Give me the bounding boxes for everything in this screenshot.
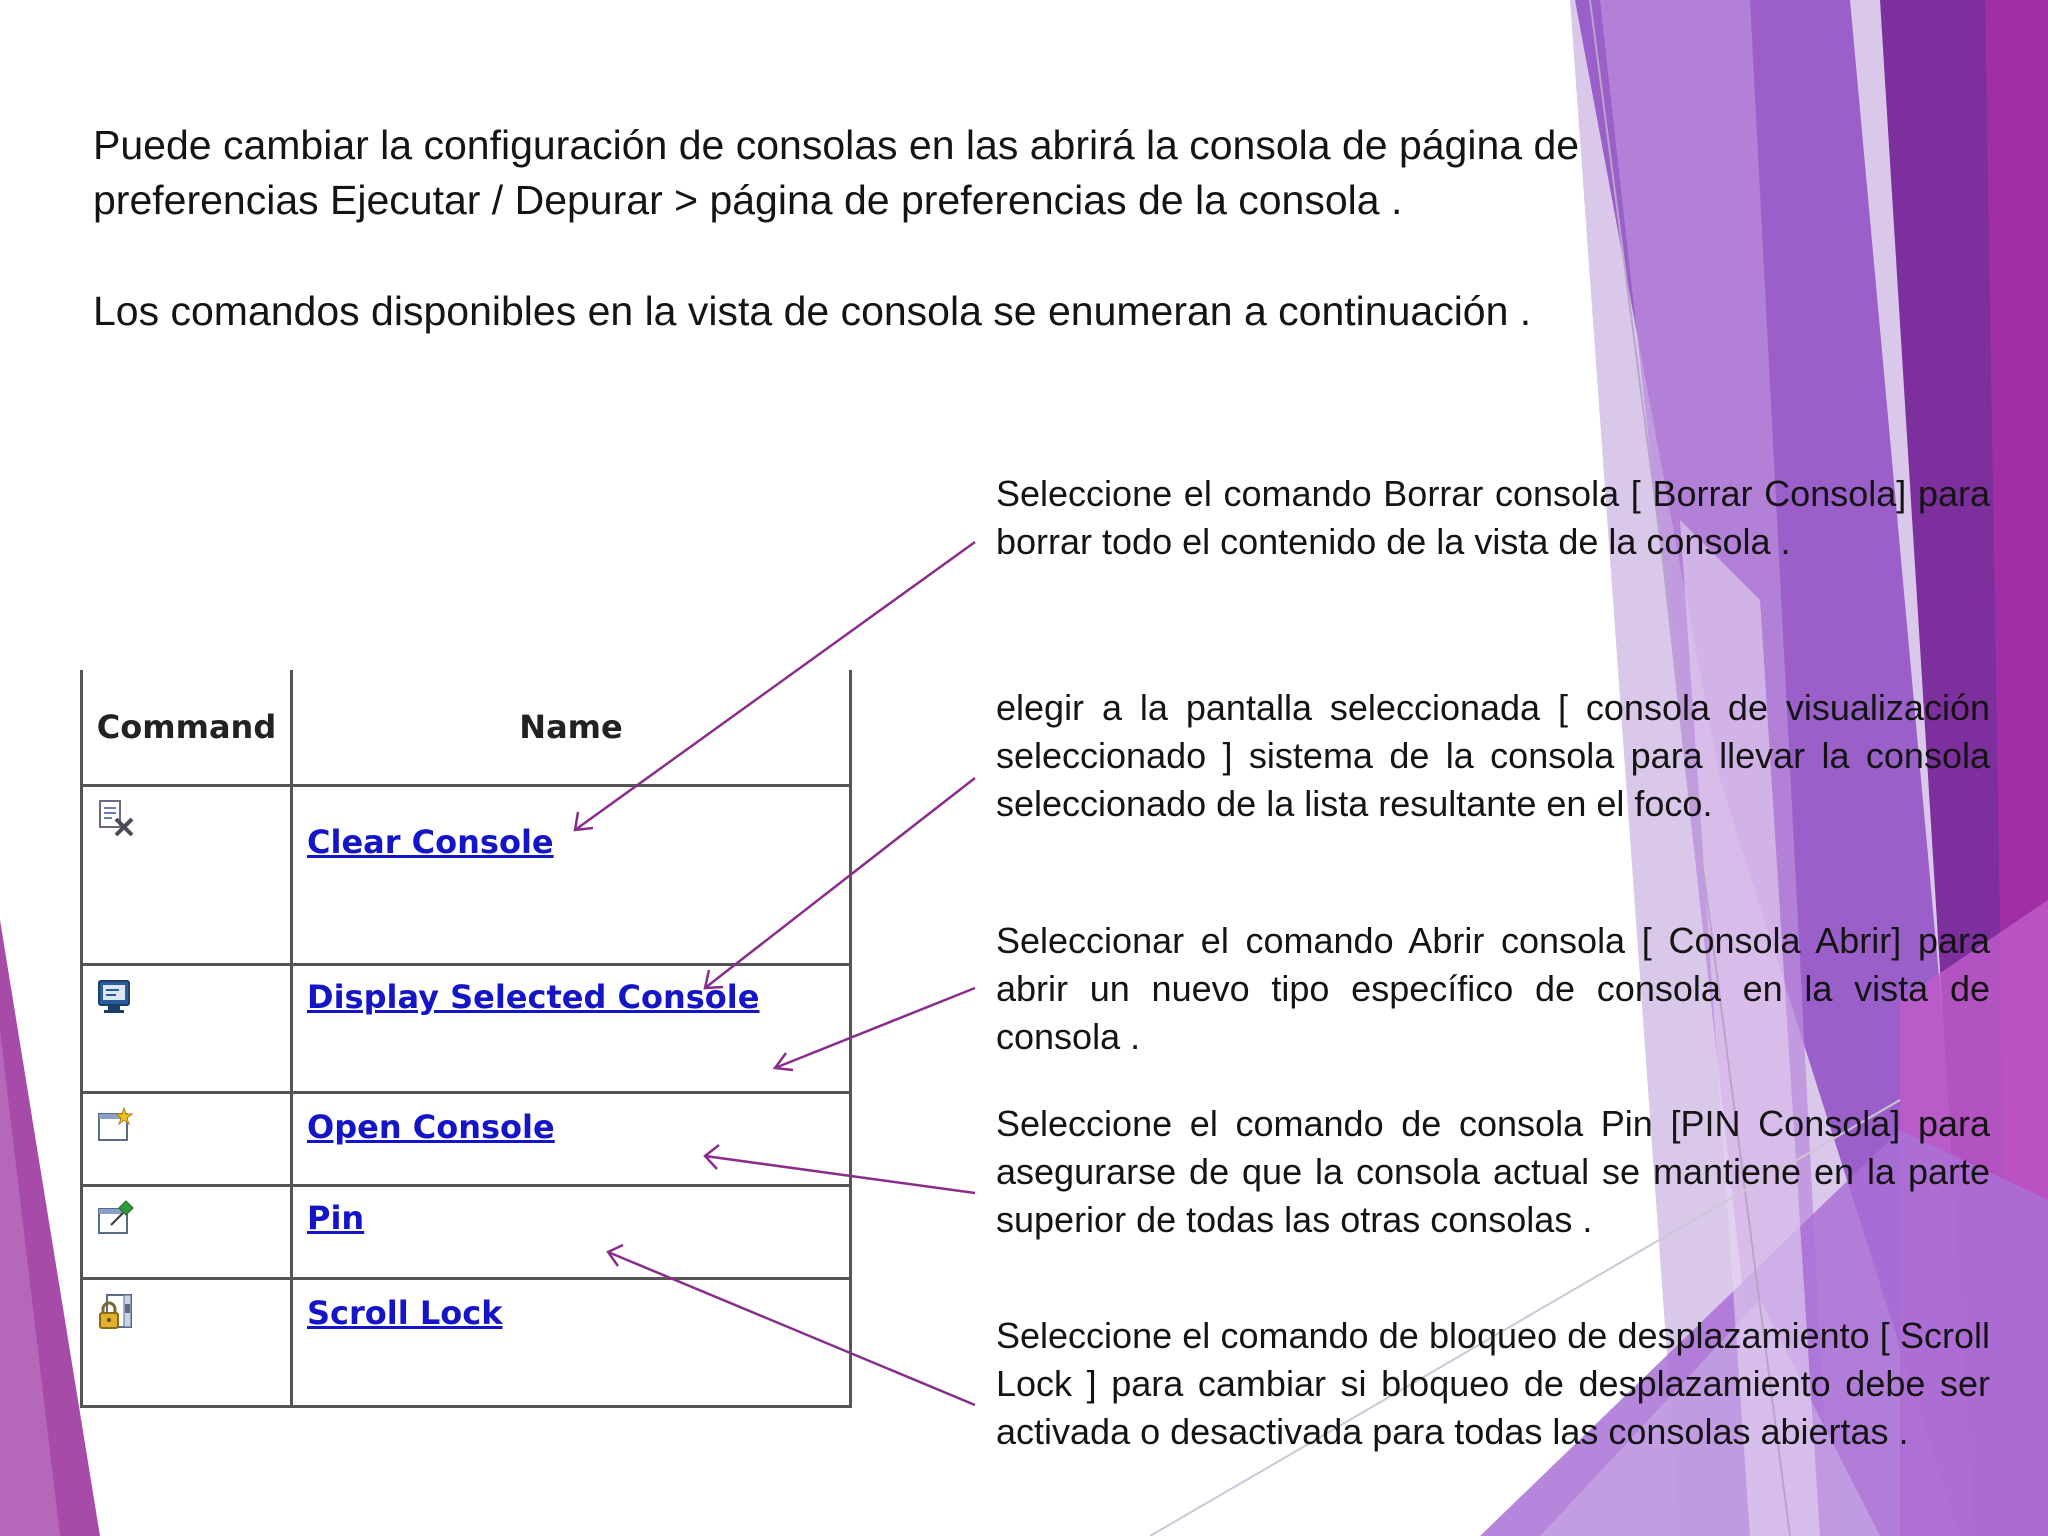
- command-name-cell: [292, 1186, 851, 1279]
- table-row: [82, 1279, 851, 1407]
- header-command: Command: [82, 670, 292, 786]
- pin-link[interactable]: Pin: [307, 1199, 365, 1237]
- open-console-icon[interactable]: [97, 1106, 137, 1146]
- console-commands-table: [80, 670, 852, 1408]
- open-console-description: Seleccionar el comando Abrir consola [ Consola Abrir] para abrir un nuevo tipo específico de consola en la vista de consola .: [996, 920, 1990, 1057]
- command-name-cell: [292, 1093, 851, 1186]
- command-icon-cell: [82, 786, 292, 965]
- command-icon-cell: [82, 965, 292, 1093]
- display-selected-console-icon[interactable]: [97, 978, 137, 1018]
- command-icon-cell: [82, 1186, 292, 1279]
- table-row: [82, 1093, 851, 1186]
- header-name: Name: [292, 670, 851, 786]
- scroll-lock-icon[interactable]: [97, 1292, 137, 1332]
- scroll-lock-link[interactable]: Scroll Lock: [307, 1294, 503, 1332]
- pin-description: Seleccione el comando de consola Pin [PIN Consola] para asegurarse de que la consola actual se mantiene en la parte superior de todas las otras consolas .: [996, 1103, 1990, 1240]
- table-row: [82, 786, 851, 965]
- table-row: [82, 965, 851, 1093]
- open-console-link[interactable]: Open Console: [307, 1108, 555, 1146]
- pin-icon[interactable]: [97, 1199, 137, 1239]
- clear-console-icon[interactable]: [97, 799, 137, 839]
- command-name-cell: [292, 1279, 851, 1407]
- command-icon-cell: [82, 1093, 292, 1186]
- command-icon-cell: [82, 1279, 292, 1407]
- table-row: [82, 1186, 851, 1279]
- scroll-lock-description: Seleccione el comando de bloqueo de desplazamiento [ Scroll Lock ] para cambiar si bloqueo de desplazamiento debe ser activada o desactivada para todas las consolas abiertas .: [996, 1315, 1990, 1452]
- command-name-cell: [292, 965, 851, 1093]
- table-header-row: [82, 670, 851, 786]
- intro-commands-sentence: Los comandos disponibles en la vista de consola se enumeran a continuación .: [93, 288, 1532, 334]
- clear-console-link[interactable]: Clear Console: [307, 823, 554, 861]
- intro-paragraph: Puede cambiar la configuración de consolas en las abrirá la consola de página de preferencias Ejecutar / Depurar > página de preferencias de la consola .: [93, 122, 1580, 223]
- display-selected-console-link[interactable]: Display Selected Console: [307, 978, 760, 1016]
- display-selected-console-description: elegir a la pantalla seleccionada [ consola de visualización seleccionado ] sistema de la consola para llevar la consola seleccionado de la lista resultante en el foco.: [996, 687, 1990, 824]
- command-name-cell: [292, 786, 851, 965]
- clear-console-description: Seleccione el comando Borrar consola [ Borrar Consola] para borrar todo el contenido de la vista de la consola .: [996, 473, 1990, 562]
